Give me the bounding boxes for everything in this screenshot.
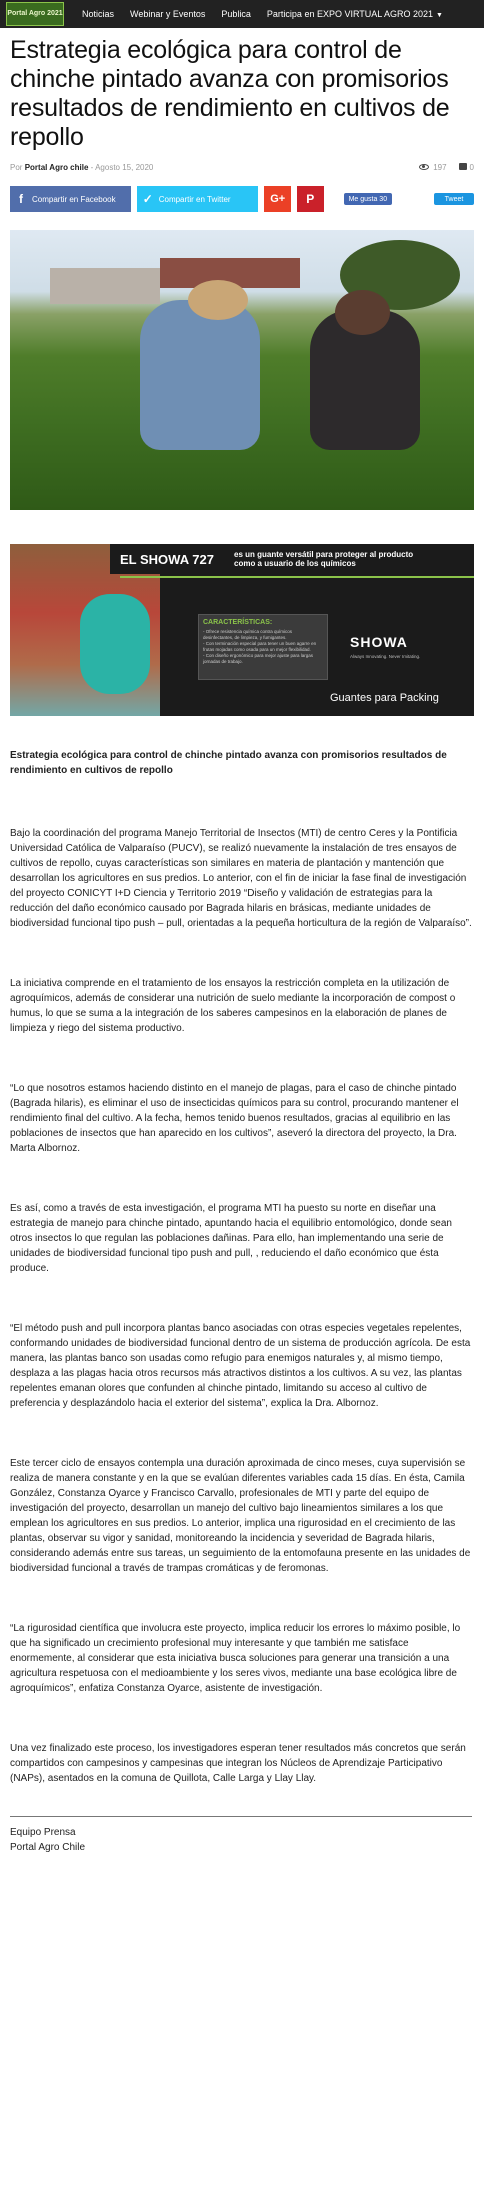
paragraph-2: La iniciativa comprende en el tratamiento de los ensayos la restricción completa en la utilización de agroquímicos, además de considerar una nutrición de suelo mediante la incorporación de compost o humus, lo que se suma a la integración de los saberes campesinos en la elaboración de planes de limpieza y riego del sistema productivo. (10, 978, 456, 1034)
ad-tagline: es un guante versátil para proteger al producto como a usuario de los químicos (234, 550, 414, 568)
signature (10, 1825, 474, 1855)
eye-icon (419, 164, 429, 170)
comments-value: 0 (469, 162, 474, 172)
paragraph-8: Una vez finalizado este proceso, los investigadores esperan tener resultados más concretos que serán compartidos con campesinos y campesinas que integran los Núcleos de Aprendizaje Participativo (NAPs), asentados en la comuna de Quillota, Calle Larga y Llay Llay. (10, 1743, 466, 1784)
nav-item-expo[interactable] (267, 9, 443, 19)
article-body (10, 826, 474, 1786)
signature-divider (10, 1816, 472, 1817)
share-facebook-label: Compartir en Facebook (32, 194, 116, 204)
photo-hat (188, 280, 248, 320)
photo-building (50, 268, 160, 304)
comment-icon (459, 163, 467, 170)
facebook-like-button[interactable]: Me gusta 30 (344, 193, 392, 205)
views-value: 197 (433, 162, 447, 172)
article-lead: Estrategia ecológica para control de chinche pintado avanza con promisorios resultados de rendimiento en cultivos de repollo (10, 750, 447, 776)
ad-features-title: CARACTERÍSTICAS: (203, 619, 273, 626)
byline-separator: - (90, 162, 94, 172)
nav-item-noticias[interactable]: Noticias (82, 9, 115, 19)
share-twitter-label: Compartir en Twitter (158, 194, 231, 204)
ad-accent-stripe (120, 576, 474, 578)
showa-banner-ad[interactable] (10, 544, 474, 716)
signature-line-1: Equipo Prensa (10, 1827, 76, 1838)
author-link[interactable]: Portal Agro chile (24, 162, 89, 172)
article-title: Estrategia ecológica para control de chinche pintado avanza con promisorios resultados de rendimiento en cultivos de repollo (10, 36, 450, 151)
photo-head (335, 290, 390, 335)
nav-item-publica[interactable]: Publica (221, 9, 251, 19)
top-nav-bar (0, 0, 484, 28)
byline (10, 163, 153, 172)
paragraph-1: Bajo la coordinación del programa Manejo Territorial de Insectos (MTI) de centro Ceres y la Pontificia Universidad Católica de Valparaíso (PUCV), se realizó nuevamente la instalación de tres ensayos de cultivos de repollo, cuyas características son similares en materia de plantación y mantención que desarrollan los agricultores en sus predios. Lo anterior, con el fin de iniciar la fase final de investigación del proyecto CONICYT I+D Ciencia y Territorio 2019 “Diseño y validación de estrategias para la reducción del daño económico causado por Bagrada hilaris en brásicas, mediante unidades de biodiversidad funcional tipo push – pull, orientadas a la pequeña horticultura de la región de Valparaíso”. (10, 828, 472, 929)
share-facebook-button[interactable] (10, 186, 131, 212)
nav-item-webinar[interactable]: Webinar y Eventos (130, 9, 206, 19)
article-meta (10, 160, 474, 174)
ad-feature-3: - Con diseño ergonómico para mejor ajuste para largas jornadas de trabajo. (203, 653, 314, 664)
paragraph-3: “Lo que nosotros estamos haciendo distinto en el manejo de plagas, para el caso de chinche pintado (Bagrada hilaris), es eliminar el uso de insecticidas químicos para su control, procurando mantener el rendimiento final del cultivo. A la fecha, hemos tenido buenos resultados, gracias al equilibrio en las poblaciones de insectos que han aparecido en los cultivos”, aseveró la directora del proyecto, la Dra. Marta Albornoz. (10, 1083, 459, 1154)
signature-line-2: Portal Agro Chile (10, 1842, 86, 1853)
share-pinterest-button[interactable] (297, 186, 324, 212)
chevron-down-icon: ▼ (436, 12, 443, 19)
paragraph-7: “La rigurosidad científica que involucra este proyecto, implica reducir los errores lo máximo posible, lo que ha significado un crecimiento profesional muy interesante y que también me satisface enormemente, al considerar que esta iniciativa busca soluciones para generar una transición a una agricultura respetuosa con el medioambiente y los seres vivos, mediante una base ecológica libre de agroquímicos”, enfatiza Constanza Oyarce, asistente de investigación. (10, 1623, 461, 1694)
publish-date: Agosto 15, 2020 (95, 162, 154, 172)
pinterest-icon: P (306, 192, 315, 206)
ad-brand-logo: SHOWA (350, 634, 408, 650)
ad-brand-slogan: Always Innovating. Never Imitating. (350, 654, 421, 659)
nav-item-expo-label: Participa en EXPO VIRTUAL AGRO 2021 (266, 9, 433, 19)
site-logo[interactable] (6, 2, 64, 26)
article-stats (419, 163, 474, 172)
ad-header-band (110, 544, 474, 574)
article-container (0, 36, 484, 1855)
ad-feature-2: - Con terminación especial para tener un buen agarre en frutas mojadas como osada para un mejor flexibilidad. (203, 641, 317, 652)
ad-caption: Guantes para Packing (330, 692, 439, 704)
byline-prefix: Por (10, 162, 23, 172)
ad-features-box (198, 614, 328, 680)
share-googleplus-button[interactable] (264, 186, 291, 212)
tweet-button[interactable]: Tweet (434, 193, 474, 205)
facebook-icon: f (19, 192, 23, 206)
photo-person-left (140, 300, 260, 450)
featured-image (10, 230, 474, 510)
googleplus-icon: G+ (270, 193, 286, 205)
ad-glove-image (80, 594, 150, 694)
paragraph-5: “El método push and pull incorpora plantas banco asociadas con otras especies vegetales repelentes, conformando unidades de biodiversidad funcional dentro de un sistema de producción agrícola. De esta manera, las plantas banco son usadas como refugio para enemigos naturales y, al mismo tiempo, desplaza a las plagas hacia otros recursos más atractivos distintos a los cultivos. A su vez, las plantas repelentes emanan olores que confunden al chinche pintado, limitando su acceso al cultivo de preferencia y desplazándolo hacia el exterior del sistema”, explica la Dra. Albornoz. (10, 1323, 471, 1409)
twitter-icon: ✓ (142, 192, 153, 206)
logo-text: Portal Agro 2021 (7, 10, 63, 17)
ad-feature-1: - Ofrece resistencia química contra químicos desinfectantes, de limpieza, y fumigantes. (203, 629, 293, 640)
paragraph-6: Este tercer ciclo de ensayos contempla una duración aproximada de cinco meses, cuya supervisión se realiza de manera constante y en la que se evalúan diferentes variables cada 15 días. En ésta, Camila González, Constanza Oyarce y Francisco Carvallo, profesionales de MTI y parte del equipo de investigación del proyecto, desarrollan un manejo del cultivo bajo lineamientos similares a los que emplean los agricultores en sus predios. Lo anterior, implica una rigurosidad en el crecimiento de las plantas, observar su vigor y sanidad, monitoreando la incidencia y severidad de Bagrada hilaris, considerando además entre sus tareas, un seguimiento de la entomofauna presente en las unidades de biodiversidad funcional a través de trampas cromáticas y de feromonas. (10, 1458, 471, 1574)
ad-model: EL SHOWA 727 (120, 551, 214, 567)
views-count (419, 163, 446, 172)
share-twitter-button[interactable] (137, 186, 259, 212)
share-bar (10, 186, 474, 212)
paragraph-4: Es así, como a través de esta investigación, el programa MTI ha puesto su norte en diseñar una estrategia de manejo para chinche pintado, apuntando hacia el equilibrio entomológico, donde sean otros insectos lo que regulan las poblaciones dañinas. Para ello, han implementando una serie de unidades de biodiversidad funcional tipo push and pull, , reduciendo el daño económico que ésta produce. (10, 1203, 452, 1274)
comments-count[interactable] (459, 163, 474, 172)
